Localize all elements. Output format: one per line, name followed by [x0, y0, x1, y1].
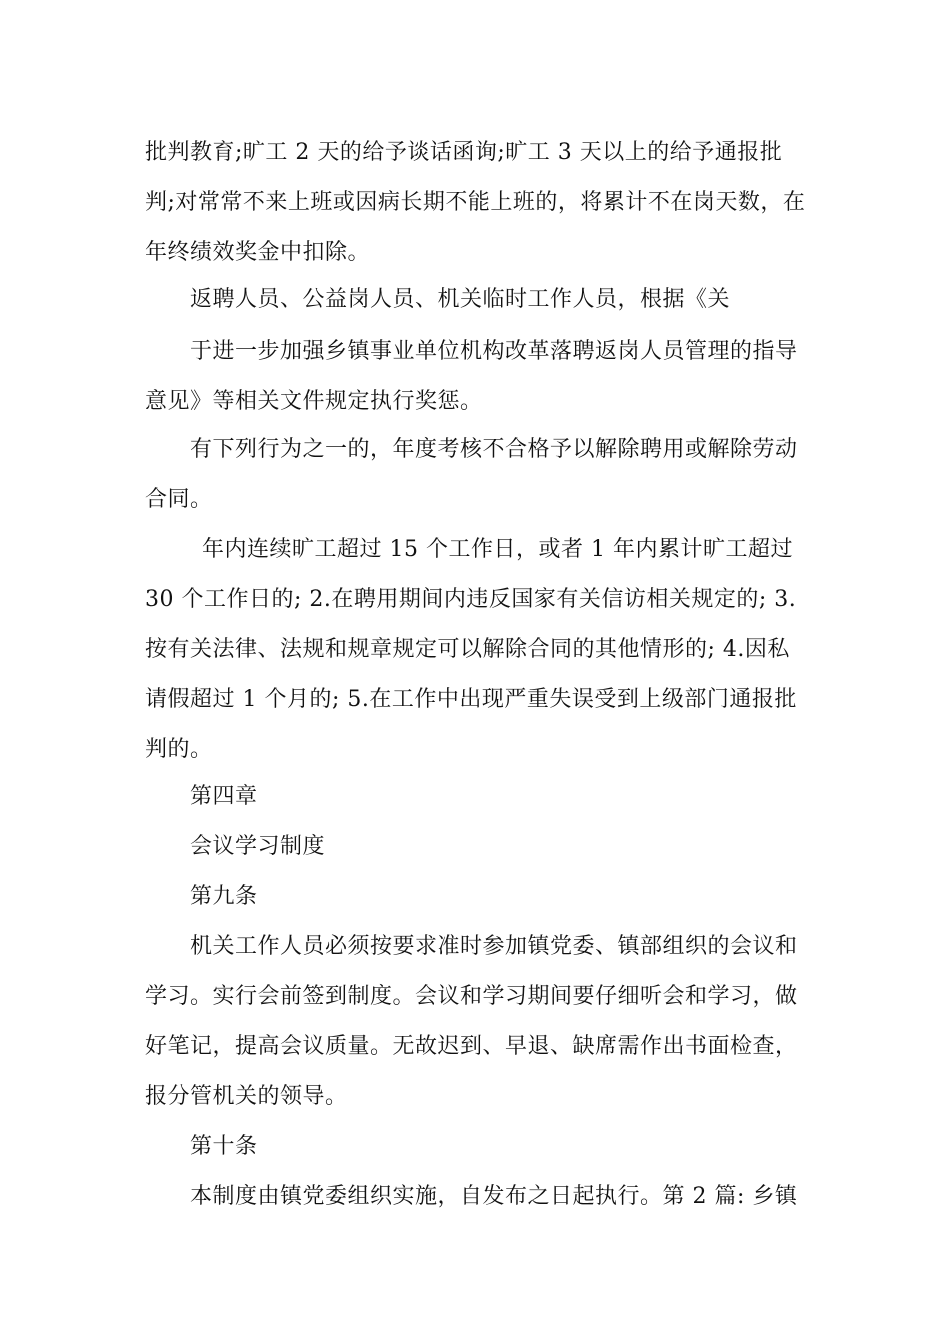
- paragraph-5: [145, 525, 810, 775]
- text-line: 学习。实行会前签到制度。会议和学习期间要仔细听会和学习，做: [145, 984, 798, 1009]
- paragraph-2: [145, 275, 810, 325]
- text-line: 合同。: [145, 487, 213, 512]
- text-line: 按有关法律、法规和规章规定可以解除合同的其他情形的; 4.因私: [145, 637, 790, 662]
- text-line: 批判教育;旷工 2 天的给予谈话函询;旷工 3 天以上的给予通报批: [145, 140, 783, 165]
- article-9-body: [145, 922, 810, 1122]
- text-line: 本制度由镇党委组织实施，自发布之日起执行。第 2 篇: 乡镇: [190, 1184, 798, 1209]
- article-10-heading: [145, 1122, 810, 1172]
- text-line: 报分管机关的领导。: [145, 1084, 348, 1109]
- paragraph-4: [145, 425, 810, 525]
- text-line: 判;对常常不来上班或因病长期不能上班的，将累计不在岗天数，在: [145, 190, 806, 215]
- text-line: 有下列行为之一的，年度考核不合格予以解除聘用或解除劳动: [190, 437, 798, 462]
- text-line: 意见》等相关文件规定执行奖惩。: [145, 389, 483, 414]
- text-line: 机关工作人员必须按要求准时参加镇党委、镇部组织的会议和: [190, 934, 798, 959]
- text-line: 年内连续旷工超过 15 个工作日，或者 1 年内累计旷工超过: [202, 537, 793, 562]
- paragraph-3: [145, 327, 810, 427]
- text-line: 请假超过 1 个月的; 5.在工作中出现严重失误受到上级部门通报批: [145, 687, 797, 712]
- text-line: 会议学习制度: [190, 834, 326, 859]
- text-line: 第十条: [190, 1134, 258, 1159]
- text-line: 判的。: [145, 737, 213, 762]
- text-line: 返聘人员、公益岗人员、机关临时工作人员，根据《关: [190, 287, 731, 312]
- text-line: 好笔记，提高会议质量。无故迟到、早退、缺席需作出书面检查，: [145, 1034, 798, 1059]
- chapter-heading: [145, 772, 810, 822]
- text-line: 第九条: [190, 884, 258, 909]
- article-9-heading: [145, 872, 810, 922]
- text-line: 30 个工作日的; 2.在聘用期间内违反国家有关信访相关规定的; 3.: [145, 587, 797, 612]
- text-line: 年终绩效奖金中扣除。: [145, 240, 371, 265]
- article-10-body: [145, 1172, 810, 1222]
- section-title: [145, 822, 810, 872]
- text-line: 于进一步加强乡镇事业单位机构改革落聘返岗人员管理的指导: [190, 339, 798, 364]
- paragraph-1: [145, 128, 810, 278]
- text-line: 第四章: [190, 784, 258, 809]
